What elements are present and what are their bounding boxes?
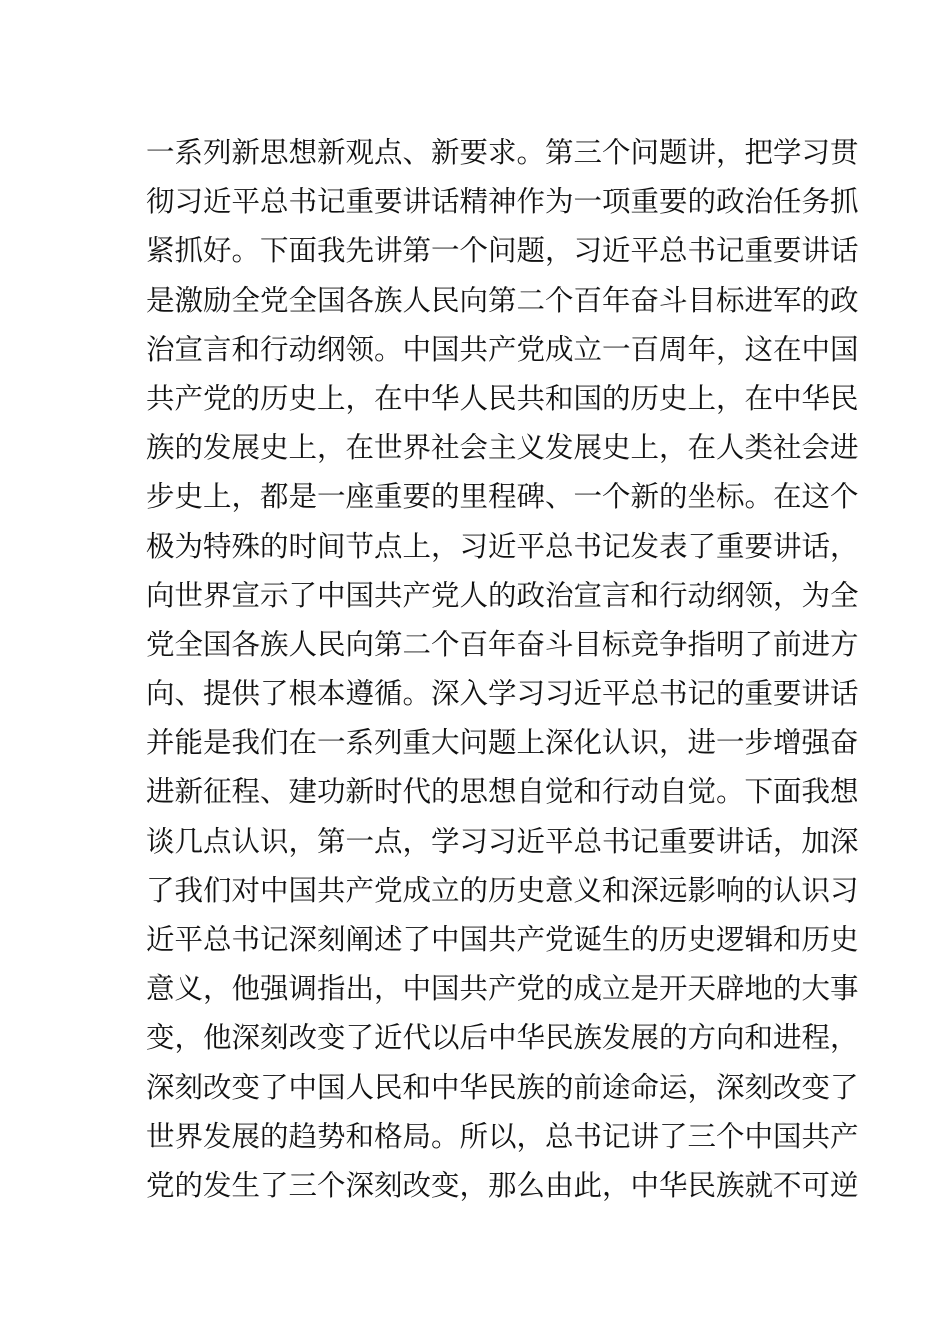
text-line: 一系列新思想新观点、新要求。第三个问题讲，把学习贯 xyxy=(146,136,859,169)
body-paragraph xyxy=(146,128,859,1210)
text-line: 共产党的历史上，在中华人民共和国的历史上，在中华民 xyxy=(146,381,859,415)
text-line: 进新征程、建功新时代的思想自觉和行动自觉。下面我想 xyxy=(146,775,859,809)
text-line: 并能是我们在一系列重大问题上深化认识，进一步增强奋 xyxy=(146,726,859,760)
text-line: 党全国各族人民向第二个百年奋斗目标竞争指明了前进方 xyxy=(146,627,859,661)
text-line: 意义，他强调指出，中国共产党的成立是开天辟地的大事 xyxy=(146,972,859,1006)
text-line: 是激励全党全国各族人民向第二个百年奋斗目标进军的政 xyxy=(146,283,859,317)
text-line: 紧抓好。下面我先讲第一个问题，习近平总书记重要讲话 xyxy=(146,234,859,268)
text-line: 彻习近平总书记重要讲话精神作为一项重要的政治任务抓 xyxy=(146,185,859,219)
text-line: 族的发展史上，在世界社会主义发展史上，在人类社会进 xyxy=(146,431,859,465)
text-line: 向世界宣示了中国共产党人的政治宣言和行动纲领，为全 xyxy=(146,578,859,612)
text-line: 党的发生了三个深刻改变，那么由此，中华民族就不可逆 xyxy=(146,1168,859,1202)
text-line: 了我们对中国共产党成立的历史意义和深远影响的认识习 xyxy=(146,873,859,907)
text-line: 近平总书记深刻阐述了中国共产党诞生的历史逻辑和历史 xyxy=(146,923,859,956)
text-line: 谈几点认识，第一点，学习习近平总书记重要讲话，加深 xyxy=(146,824,859,858)
text-line: 变，他深刻改变了近代以后中华民族发展的方向和进程， xyxy=(146,1021,859,1055)
text-line: 极为特殊的时间节点上，习近平总书记发表了重要讲话， xyxy=(146,529,859,563)
text-line: 步史上，都是一座重要的里程碑、一个新的坐标。在这个 xyxy=(146,480,859,514)
text-line: 向、提供了根本遵循。深入学习习近平总书记的重要讲话 xyxy=(146,677,859,711)
text-line: 治宣言和行动纲领。中国共产党成立一百周年，这在中国 xyxy=(146,332,859,366)
text-line: 深刻改变了中国人民和中华民族的前途命运，深刻改变了 xyxy=(146,1070,859,1104)
text-line: 世界发展的趋势和格局。所以，总书记讲了三个中国共产 xyxy=(146,1119,859,1153)
